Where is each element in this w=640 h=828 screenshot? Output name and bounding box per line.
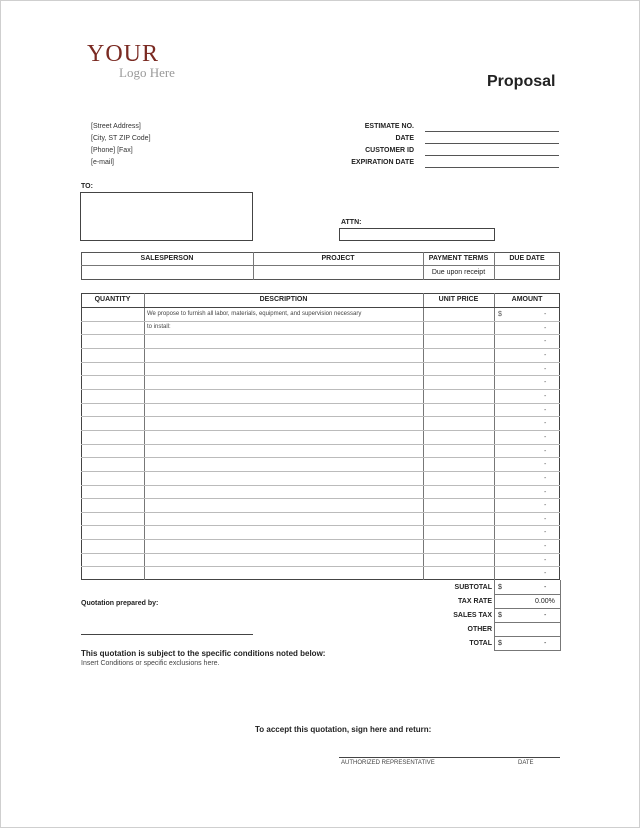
totals-divider-1 <box>494 594 560 595</box>
amount-cell: - <box>544 515 547 523</box>
amount-cell: - <box>544 556 547 564</box>
line-items-header-divider <box>81 307 560 308</box>
salesperson-header: SALESPERSON <box>140 255 194 262</box>
amount-cell: - <box>544 392 547 400</box>
city-state-zip: [City, ST ZIP Code] <box>91 135 151 142</box>
totals-divider-2 <box>494 608 560 609</box>
payment-terms-header: PAYMENT TERMS <box>428 255 489 262</box>
company-address <box>91 121 151 169</box>
table-row <box>81 539 560 540</box>
table-row <box>81 457 560 458</box>
table-row <box>81 512 560 513</box>
street-address: [Street Address] <box>91 123 141 130</box>
expiration-date-field[interactable] <box>425 167 559 168</box>
project-header: PROJECT <box>321 255 355 262</box>
amount-cell: - <box>544 351 547 359</box>
line-items-table <box>81 293 560 580</box>
table-row <box>81 334 560 335</box>
amount-cell: - <box>544 502 547 510</box>
table-row <box>81 566 560 567</box>
table-row <box>81 362 560 363</box>
totals-divider-3 <box>494 622 560 623</box>
totals-right-border <box>560 580 561 651</box>
sales-tax-value: - <box>544 612 547 619</box>
table-row <box>81 321 560 322</box>
table-row <box>81 444 560 445</box>
prepared-by-label: Quotation prepared by: <box>81 600 159 607</box>
signature-line[interactable] <box>339 757 560 758</box>
expiration-date-label: EXPIRATION DATE <box>351 159 414 166</box>
unit-price-header: UNIT PRICE <box>438 296 479 303</box>
unit-price-col-divider <box>494 293 495 651</box>
description-line-2: to install: <box>147 324 171 330</box>
amount-cell: - <box>544 461 547 469</box>
table-row <box>81 375 560 376</box>
payment-terms-value[interactable]: Due upon receipt <box>431 269 486 276</box>
phone-fax: [Phone] [Fax] <box>91 147 133 154</box>
tax-rate-value[interactable]: 0.00% <box>535 598 555 605</box>
sales-tax-currency: $ <box>498 612 502 619</box>
description-header: DESCRIPTION <box>259 296 308 303</box>
info-table-divider <box>81 265 560 266</box>
to-box[interactable] <box>80 192 253 241</box>
conditions-text[interactable]: Insert Conditions or specific exclusions here. <box>81 660 220 667</box>
attn-label: ATTN: <box>341 219 362 226</box>
description-line-1: We propose to furnish all labor, materials, equipment, and supervision necessary <box>147 311 362 317</box>
table-row <box>81 471 560 472</box>
amount-cell: - <box>544 406 547 414</box>
signature-date-label: DATE <box>518 760 534 766</box>
amount-cell: - <box>544 324 547 332</box>
amount-cell: - <box>544 529 547 537</box>
totals-bottom <box>494 650 560 651</box>
subtotal-label: SUBTOTAL <box>454 584 492 591</box>
amount-cell: - <box>544 379 547 387</box>
table-row <box>81 498 560 499</box>
amount-cell: - <box>544 338 547 346</box>
amount-cell: - <box>544 365 547 373</box>
to-label: TO: <box>81 183 93 190</box>
total-currency: $ <box>498 640 502 647</box>
logo-text: YOUR <box>87 41 160 67</box>
table-row <box>81 403 560 404</box>
description-col-divider <box>423 293 424 580</box>
quantity-header: QUANTITY <box>94 296 131 303</box>
amount-cell: - <box>544 311 547 318</box>
other-label: OTHER <box>467 626 492 633</box>
table-row <box>81 430 560 431</box>
table-row <box>81 525 560 526</box>
table-row <box>81 389 560 390</box>
estimate-no-label: ESTIMATE NO. <box>364 123 414 130</box>
sales-tax-label: SALES TAX <box>453 612 492 619</box>
authorized-rep-label: AUTHORIZED REPRESENTATIVE <box>341 760 435 766</box>
table-row <box>81 485 560 486</box>
customer-id-label: CUSTOMER ID <box>365 147 414 154</box>
estimate-no-field[interactable] <box>425 131 559 132</box>
quantity-col-divider <box>144 293 145 580</box>
amount-header: AMOUNT <box>511 296 543 303</box>
logo-subtext: Logo Here <box>119 65 175 80</box>
amount-cell: - <box>544 488 547 496</box>
amount-cell: - <box>544 420 547 428</box>
attn-field[interactable] <box>339 228 495 241</box>
date-label: DATE <box>395 135 414 142</box>
amount-cell: - <box>544 433 547 441</box>
prepared-by-signature-line[interactable] <box>81 634 253 635</box>
due-date-header: DUE DATE <box>509 255 545 262</box>
totals-divider-4 <box>494 636 560 637</box>
customer-id-field[interactable] <box>425 155 559 156</box>
subtotal-currency: $ <box>498 584 502 591</box>
table-row <box>81 553 560 554</box>
conditions-heading: This quotation is subject to the specific conditions noted below: <box>81 649 326 658</box>
tax-rate-label: TAX RATE <box>458 598 492 605</box>
table-row <box>81 348 560 349</box>
email: [e-mail] <box>91 159 114 166</box>
amount-cell: - <box>544 570 547 578</box>
total-label: TOTAL <box>469 640 492 647</box>
date-field[interactable] <box>425 143 559 144</box>
amount-cell: - <box>544 447 547 455</box>
accept-instructions: To accept this quotation, sign here and return: <box>255 725 432 734</box>
total-value: - <box>544 640 547 647</box>
amount-cell: - <box>544 543 547 550</box>
subtotal-value: - <box>544 584 547 591</box>
document-title: Proposal <box>487 73 556 90</box>
amount-cell: - <box>544 474 547 482</box>
table-row <box>81 416 560 417</box>
amount-currency: $ <box>498 311 502 318</box>
